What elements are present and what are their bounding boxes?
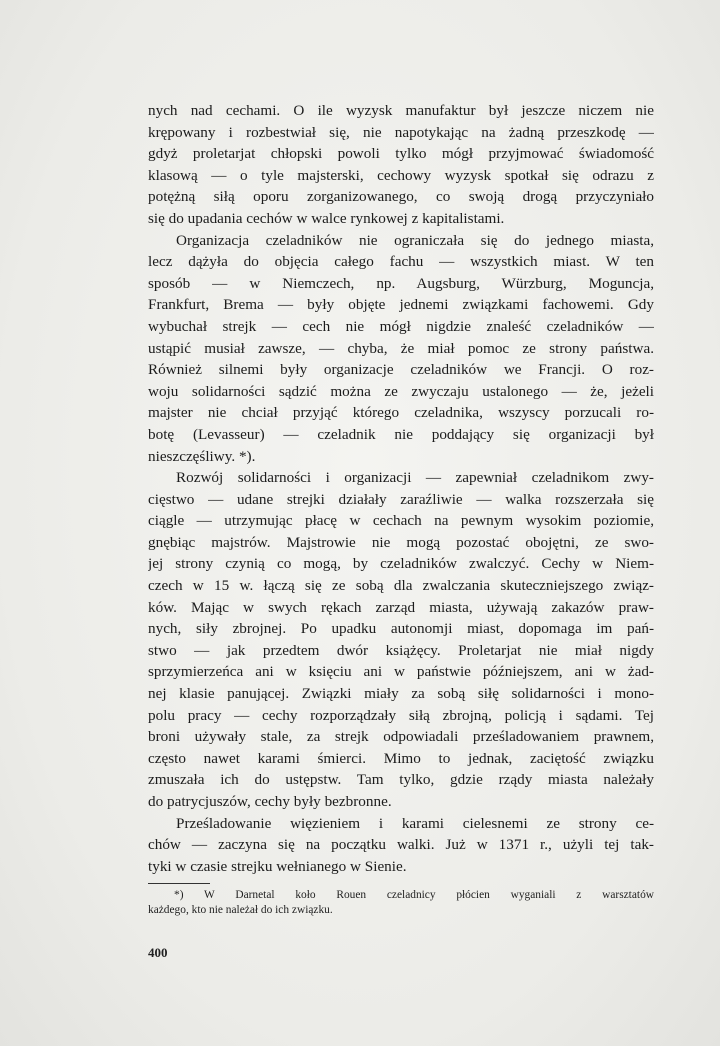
footnote-line: każdego, kto nie należał do ich związku. — [148, 904, 333, 916]
text-line: często nawet karami śmierci. Mimo to jednak, zaciętość związku — [148, 749, 654, 767]
text-line: ciągle — utrzymując płacę w cechach na pewnym wysokim poziomie, — [148, 512, 654, 530]
text-line: broni używały stale, za strejk odpowiadali prześladowaniem prawnem, — [148, 728, 654, 746]
text-line: nych, siły zbrojnej. Po upadku autonomji miast, dopomaga im pań- — [148, 620, 654, 638]
text-line: się do upadania cechów w walce rynkowej z kapitalistami. — [148, 209, 505, 227]
text-line: woju solidarności sądzić można ze zwyczaju ustalonego — że, jeżeli — [148, 382, 654, 400]
text-line: gnębiąc majstrów. Majstrowie nie mogą pozostać obojętni, ze swo- — [148, 533, 654, 551]
text-line: sposób — w Niemczech, np. Augsburg, Würzburg, Moguncja, — [148, 274, 654, 292]
text-line: ustąpić musiał zawsze, — chyba, że miał pomoc ze strony państwa. — [148, 339, 654, 357]
text-line: potężną siłą oporu zorganizowanego, co swoją drogą przyczyniało — [148, 188, 654, 206]
text-line: klasową — o tyle majsterski, cechowy wyzysk spotkał się odrazu z — [148, 166, 654, 184]
text-line: Frankfurt, Brema — były objęte jednemi związkami fachowemi. Gdy — [148, 296, 654, 314]
text-line: zmuszała ich do ustępstw. Tam tylko, gdzie rządy miasta należały — [148, 771, 654, 789]
footnote-divider — [148, 883, 210, 884]
text-line: majster nie chciał przyjąć którego czeladnika, wszyscy porzucali ro- — [148, 404, 654, 422]
text-line: ków. Mając w swych rękach zarząd miasta, używają zakazów praw- — [148, 598, 654, 616]
text-line: Prześladowanie więzieniem i karami cielesnemi ze strony ce- — [176, 814, 654, 832]
text-line: polu pracy — cechy rozporządzały siłą zbrojną, policją i sądami. Tej — [148, 706, 654, 724]
footnote-line: *) W Darnetal koło Rouen czeladnicy płócien wyganiali z warsztatów — [174, 889, 654, 901]
text-line: nej klasie panującej. Związki miały za sobą siłę solidarności i mono- — [148, 685, 654, 703]
text-line: botę (Levasseur) — czeladnik nie poddający się organizacji był — [148, 425, 654, 443]
text-line: czech w 15 w. łączą się ze sobą dla zwalczania skuteczniejszego związ- — [148, 577, 654, 595]
text-line: chów — zaczyna się na początku walki. Już w 1371 r., użyli tej tak- — [148, 836, 654, 854]
text-line: do patrycjuszów, cechy były bezbronne. — [148, 793, 392, 810]
text-line: Organizacja czeladników nie ograniczała się do jednego miasta, — [176, 231, 654, 249]
text-line: Rozwój solidarności i organizacji — zapewniał czeladnikom zwy- — [176, 469, 654, 487]
text-line: krępowany i rozbestwiał się, nie napotykając na żadną przeszkodę — — [148, 123, 654, 141]
footnote — [148, 888, 654, 918]
text-line: jej strony czynią co mogą, by czeladników zwalczyć. Cechy w Niem- — [148, 555, 654, 573]
main-text — [148, 100, 654, 877]
text-line: sprzymierzeńca ani w księciu ani w państwie późniejszem, ani w żad- — [148, 663, 654, 681]
text-line: Również silnemi były organizacje czeladników we Francji. O roz- — [148, 361, 654, 379]
text-line: stwo — jak przedtem dwór książęcy. Proletarjat nie miał nigdy — [148, 641, 654, 659]
text-line: cięstwo — udane strejki działały zaraźliwie — walka rozszerzała się — [148, 490, 654, 508]
text-line: tyki w czasie strejku wełnianego w Sienie. — [148, 857, 407, 875]
text-line: nieszczęśliwy. *). — [148, 447, 256, 465]
text-line: wybuchał strejk — cech nie mógł nigdzie znaleść czeladników — — [148, 317, 654, 335]
text-line: gdyż proletarjat chłopski powoli tylko mógł przyjmować świadomość — [148, 145, 654, 163]
page-number: 400 — [148, 945, 168, 960]
text-line: nych nad cechami. O ile wyzysk manufaktur był jeszcze niczem nie — [148, 102, 654, 119]
text-line: lecz dążyła do objęcia całego fachu — wszystkich miast. W ten — [148, 253, 654, 271]
